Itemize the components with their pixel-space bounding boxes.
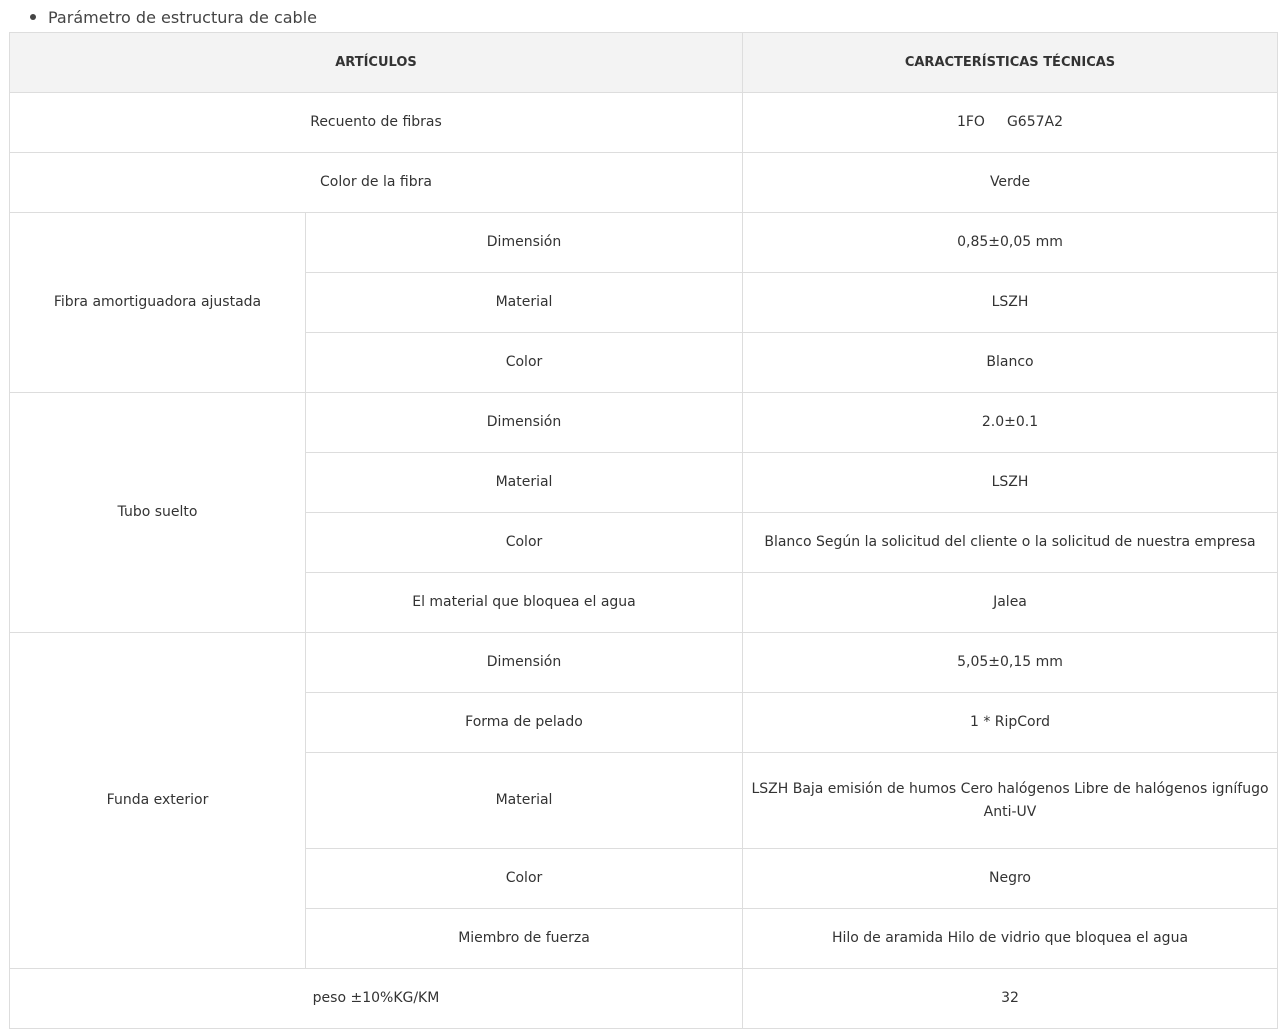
row-value: LSZH xyxy=(743,453,1278,513)
row-label: Miembro de fuerza xyxy=(306,909,743,969)
row-value: 0,85±0,05 mm xyxy=(743,213,1278,273)
row-value: 1 * RipCord xyxy=(743,693,1278,753)
header-items: ARTÍCULOS xyxy=(10,33,743,93)
row-value: Jalea xyxy=(743,573,1278,633)
row-value: Blanco Según la solicitud del cliente o la solicitud de nuestra empresa xyxy=(743,513,1278,573)
row-label: Material xyxy=(306,453,743,513)
row-label: Color xyxy=(306,513,743,573)
table-row xyxy=(10,633,1278,693)
row-label: Dimensión xyxy=(306,393,743,453)
row-value xyxy=(743,93,1278,153)
row-label: Color xyxy=(306,849,743,909)
table-row xyxy=(10,213,1278,273)
section-heading-text: Parámetro de estructura de cable xyxy=(48,8,317,27)
row-label: Forma de pelado xyxy=(306,693,743,753)
row-label: Recuento de fibras xyxy=(10,93,743,153)
row-value: Blanco xyxy=(743,333,1278,393)
row-value: Negro xyxy=(743,849,1278,909)
row-label: Material xyxy=(306,273,743,333)
row-label: Material xyxy=(306,753,743,849)
row-value: LSZH Baja emisión de humos Cero halógenos Libre de halógenos ignífugo Anti-UV xyxy=(743,753,1278,849)
table-row xyxy=(10,153,1278,213)
table-row xyxy=(10,93,1278,153)
header-technical-characteristics: CARACTERÍSTICAS TÉCNICAS xyxy=(743,33,1278,93)
fiber-type-value: G657A2 xyxy=(1006,114,1064,130)
table-row xyxy=(10,393,1278,453)
row-value: LSZH xyxy=(743,273,1278,333)
row-value: Verde xyxy=(743,153,1278,213)
row-label: Dimensión xyxy=(306,633,743,693)
group-label: Tubo suelto xyxy=(10,393,306,633)
row-label: peso ±10%KG/KM xyxy=(10,969,743,1029)
group-label: Fibra amortiguadora ajustada xyxy=(10,213,306,393)
section-heading xyxy=(30,6,317,30)
cable-structure-table xyxy=(9,32,1278,1029)
row-value: 5,05±0,15 mm xyxy=(743,633,1278,693)
table-header-row xyxy=(10,33,1278,93)
fiber-count-value: 1FO xyxy=(956,114,985,130)
row-value: 32 xyxy=(743,969,1278,1029)
row-value: Hilo de aramida Hilo de vidrio que bloquea el agua xyxy=(743,909,1278,969)
row-label: Dimensión xyxy=(306,213,743,273)
row-label: El material que bloquea el agua xyxy=(306,573,743,633)
row-label: Color xyxy=(306,333,743,393)
row-value: 2.0±0.1 xyxy=(743,393,1278,453)
table-row xyxy=(10,969,1278,1029)
bullet-icon xyxy=(30,14,36,20)
row-label: Color de la fibra xyxy=(10,153,743,213)
group-label: Funda exterior xyxy=(10,633,306,969)
